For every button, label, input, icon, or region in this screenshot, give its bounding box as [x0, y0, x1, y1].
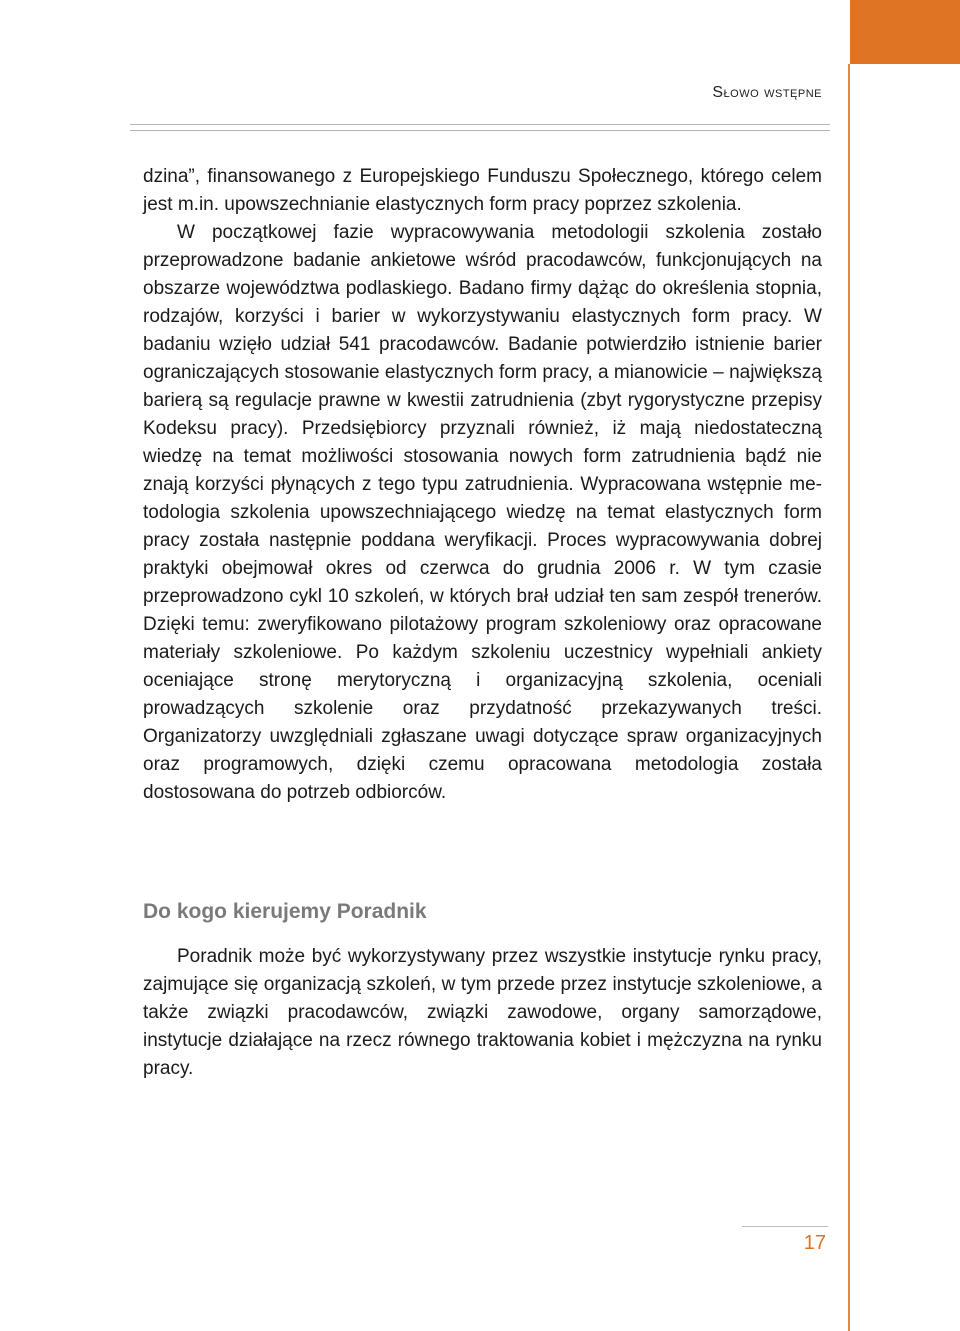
- footer-divider: [742, 1226, 828, 1227]
- page-number: 17: [803, 1232, 826, 1254]
- section-paragraph: Poradnik może być wykorzystywany przez wszystkie instytucje rynku pracy, zajmujące się organizacją szkoleń, w tym przede przez instytucje szkoleniowe, a także związki pracodawców, związki zawodowe, organy samorządowe, instytucje działające na rzecz równego traktowania kobiet i mężczyzna na rynku pracy.: [143, 946, 822, 1079]
- running-header: Słowo wstępne: [712, 84, 822, 101]
- corner-accent-block: [850, 0, 960, 64]
- paragraph-continued: dzina”, finansowanego z Europejskiego Funduszu Społecznego, którego celem jest m.in. upowszechnianie elastycznych form pracy poprzez szkolenia.: [143, 166, 822, 215]
- paragraph-methodology: W początkowej fazie wypracowywania metodologii szkolenia zostało przeprowadzone badanie ankietowe wśród pracodawców, funkcjonujących na obszarze województwa podlaskiego. Badano firmy dążąc do określenia stopnia, rodzajów, korzyści i barier w wykorzystywaniu elastycznych form pracy. W badaniu wzięło udział 541 pracodawców. Badanie potwierdziło istnienie barier ograniczających stosowanie elastycznych form pracy, a mianowicie – największą barierą są regulacje prawne w kwestii zatrudnienia (zbyt rygorystyczne przepisy Kodeksu pracy). Przedsiębiorcy przyznali również, iż mają niedostateczną wiedzę na temat możliwości stosowania nowych form zatrudnienia bądź nie znają korzyści płynących z tego typu zatrudnienia. Wypracowana wstępnie metodologia szkolenia upowszechniającego wiedzę na temat elastycznych form pracy została następnie poddana weryfikacji. Proces wypracowywania dobrej praktyki obejmował okres od czerwca do grudnia 2006 r. W tym czasie przeprowadzono cykl 10 szkoleń, w których brał udział ten sam zespół trenerów. Dzięki temu: zweryfikowano pilotażowy program szkoleniowy oraz opracowane materiały szkoleniowe. Po każdym szkoleniu uczestnicy wypełniali ankiety oceniające stronę merytoryczną i organizacyjną szkolenia, oceniali prowadzących szkolenie oraz przydatność przekazywanych treści. Organizatorzy uwzględniali zgłaszane uwagi dotyczące spraw organizacyjnych oraz programowych, dzięki czemu opracowana metodologia została dostosowana do potrzeb odbiorców.: [143, 222, 822, 803]
- body-text: [143, 163, 822, 807]
- header-divider: [130, 124, 830, 131]
- right-margin-rule: [848, 64, 850, 1331]
- section-heading: Do kogo kierujemy Poradnik: [143, 900, 427, 923]
